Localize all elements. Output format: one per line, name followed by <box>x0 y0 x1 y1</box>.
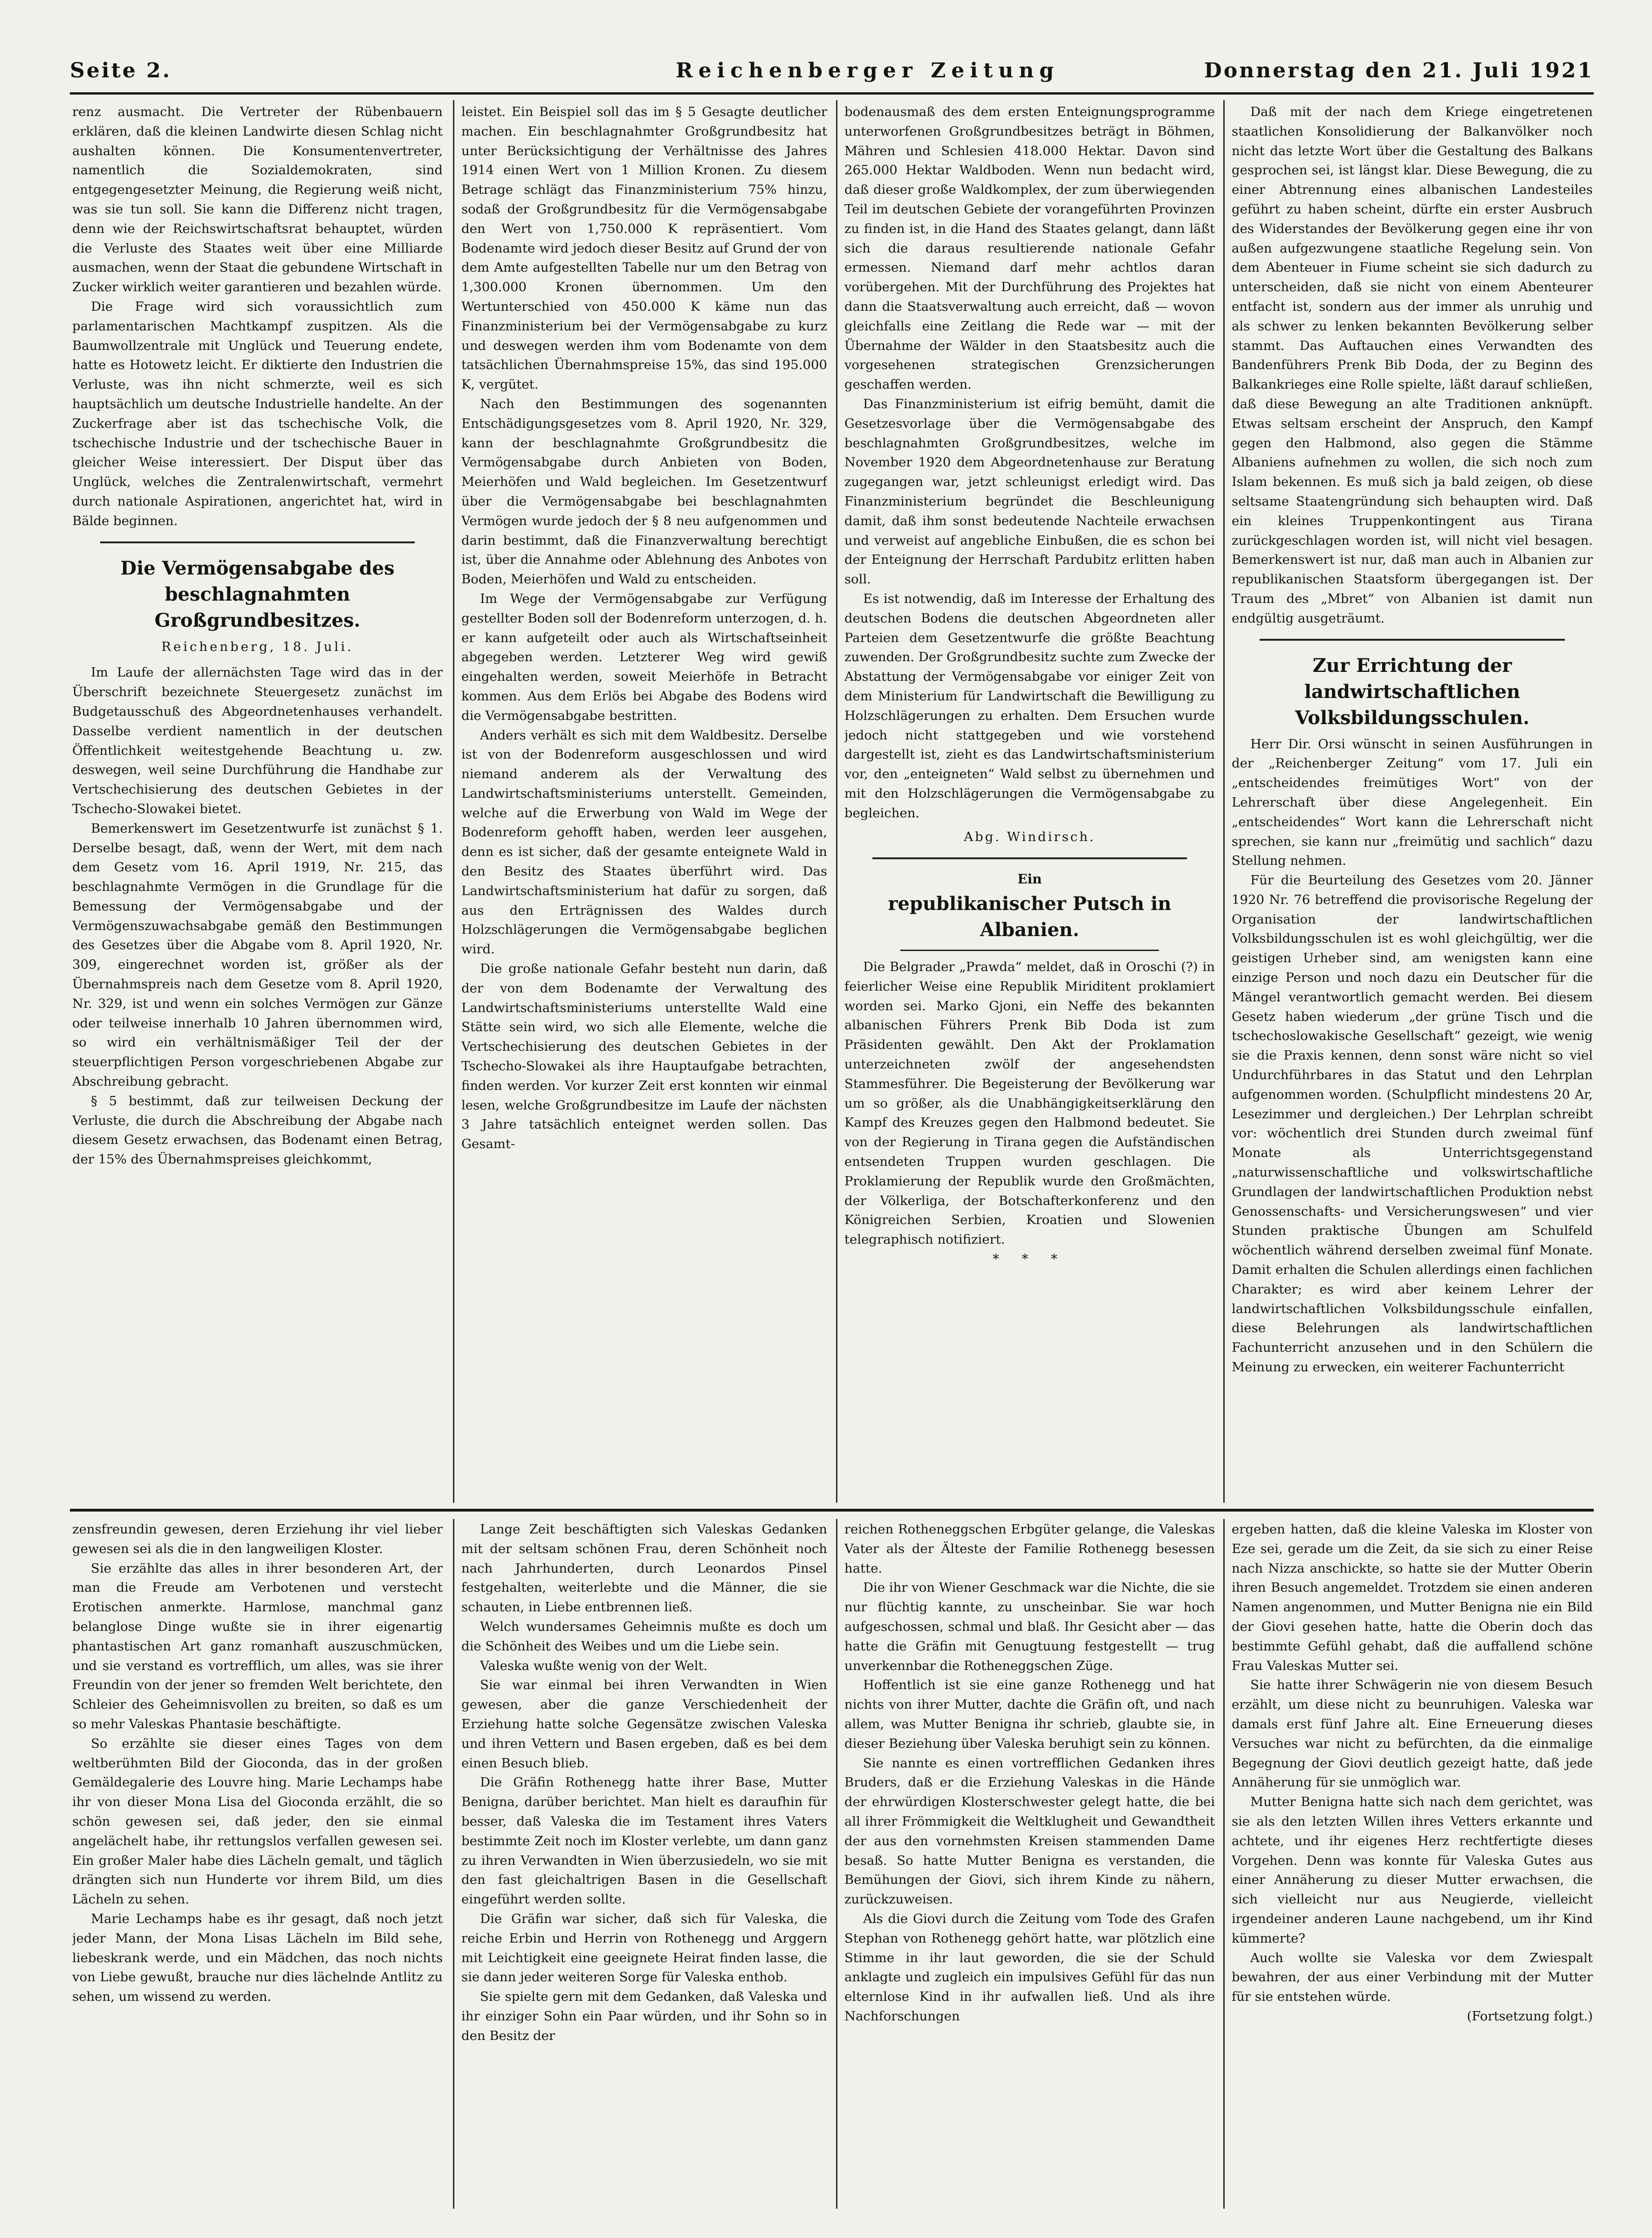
article-kicker: Ein <box>1017 871 1042 887</box>
story-paragraph: So erzählte sie dieser eines Tages von dem weltberühmten Bild der Gioconda, das in der großen Gemäldegalerie des Louvre hing. Marie Lechamps habe ihr von dieser Mona Lisa del Gioconda erzählt, die so schön gewesen sei, daß jeder, den sie einmal angelächelt habe, ihr rettungslos verfallen gewesen sei. Ein großer Maler habe dies Lächeln gemalt, und täglich drängten sich nun Hunderte vor ihrem Bild, um dies Lächeln zu sehen. <box>72 1736 443 1907</box>
article-paragraph: leistet. Ein Beispiel soll das im § 5 Gesagte deutlicher machen. Ein beschlagnahmter Großgrundbesitz hat unter Berücksichtigung der Verhältnisse des Jahres 1914 einen Wert von 1 Million Kronen. Zu diesem Betrage schlägt das Finanzministerium 75% hinzu, sodaß der Großgrundbesitz für die Vermögensabgabe den Wert von 1,750.000 K repräsentiert. Vom Bodenamte wird jedoch dieser Besitz auf Grund der von dem Amte aufgestellten Tabelle nur um den Betrag von 1,300.000 Kronen übernommen. Um den Wertunterschied von 450.000 K käme nun das Finanzministerium bei der Vermögensabgabe zu kurz und deswegen werden ihm vom Bodenamte von dem tatsächlichen Übernahmspreise 15%, das sind 195.000 K, vergütet. <box>461 104 827 392</box>
article-paragraph: Die Frage wird sich voraussichtlich zum parlamentarischen Machtkampf zuspitzen. Als die Baumwollzentrale mit Unglück und Teuerung endete, hatte es Hotowetz leicht. Er diktierte den Industrien die Verluste, was ihn nicht schmerzte, weil es sich hauptsächlich um deutsche Industrielle handelte. An der Zuckerfrage aber ist das tschechische Volk, die tschechische Industrie und der tschechische Bauer in gleicher Weise interessiert. Der Disput über das Unglück, welches die Zentralenwirtschaft, vermehrt durch nationale Aspirationen, angerichtet hat, wird in Bälde beginnen. <box>72 299 443 528</box>
story-paragraph: Hoffentlich ist sie eine ganze Rothenegg und hat nichts von ihrer Mutter, dachte die Gräfin oft, und nach allem, was Mutter Benigna ihr schrieb, glaubte sie, in dieser Beziehung über Valeska beruhigt sein zu können. <box>844 1677 1215 1751</box>
article-paragraph: Nach den Bestimmungen des sogenannten Entschädigungsgesetzes vom 8. April 1920, Nr. 329, kann der beschlagnahmte Großgrundbesitz die Vermögensabgabe durch Anbieten von Boden, Meierhöfen und Wald begleichen. Im Gesetzentwurf über die Vermögensabgabe bei beschlagnahmten Vermögen wurde jedoch der § 8 neu aufgenommen und darin bestimmt, daß die Finanzverwaltung berechtigt ist, über die Annahme oder Ablehnung des Anbotes von Boden, Meierhöfen und Wald zu entscheiden. <box>461 396 827 587</box>
story-paragraph: Sie erzählte das alles in ihrer besonderen Art, der man die Freude am Verbotenen und verstecht Erotischen anmerkte. Harmlose, manchmal ganz belanglose Dinge wußte sie in ihrer eigenartig phantastischen Art ganz romanhaft auszuschmücken, und sie verstand es vortrefflich, um alles, was sie ihrer Freundin von der jener so fremden Welt berichtete, den Schleier des Geheimnisvollen zu breiten, so daß es um so mehr Valeskas Phantasie beschäftigte. <box>72 1560 443 1732</box>
story-paragraph: Valeska wußte wenig von der Welt. <box>480 1658 708 1673</box>
story-paragraph: Auch wollte sie Valeska vor dem Zwiespalt bewahren, der aus einer Verbindung mit der Mutter für sie entstehen würde. <box>1232 1950 1593 2005</box>
article-rule <box>1260 639 1565 641</box>
column-divider <box>1223 100 1225 1503</box>
lower-column-4 <box>1232 1520 1593 2205</box>
lower-column-2 <box>461 1520 827 2205</box>
article-paragraph: § 5 bestimmt, daß zur teilweisen Deckung der Verluste, die durch die Abschreibung der Abgabe nach diesem Gesetz erwachsen, das Bodenamt einen Betrag, der 15% des Übernahmspreises gleichkommt, <box>72 1093 443 1167</box>
article-paragraph: Für die Beurteilung des Gesetzes vom 20. Jänner 1920 Nr. 76 betreffend die provisorische Regelung der Organisation der landwirtschaftlichen Volksbildungsschulen ist es wohl gleichgültig, wer die geistigen Urheber sind, am wenigsten kann eine einzige Person und noch dazu ein Deutscher für die Mängel verantwortlich gemacht werden. Bei diesem Gesetz haben wiederum „der grüne Tisch und die tschechoslowakische Gesellschaft“ gezeigt, wie wenig sie die Praxis kennen, denn sonst wäre nicht so viel Undurchführbares in das Statut und den Lehrplan aufgenommen worden. (Schulpflicht mindestens 20 Ar, Lesezimmer und dergleichen.) Der Lehrplan schreibt vor: wöchentlich drei Stunden durch zweimal fünf Monate als Unterrichtsgegenstand „naturwissenschaftliche und volkswirtschaftliche Grundlagen der landwirtschaftlichen Produktion nebst Genossenschafts- und Versicherungswesen“ und vier Stunden praktische Übungen am Schulfeld wöchentlich während derselben zweimal fünf Monate. Damit erhalten die Schulen allerdings einen fachlichen Charakter; es wird aber keinem Lehrer der landwirtschaftlichen Volksbildungsschule einfallen, diese Belehrungen als landwirtschaftlichen Fachunterricht anzusehen und in den Schülern die Meinung zu erwecken, ein weiterer Fachunterricht <box>1232 873 1593 1375</box>
column-divider <box>836 100 837 1503</box>
article-dateline: Reichenberg, 18. Juli. <box>161 639 354 654</box>
article-rule <box>100 541 415 543</box>
lower-column-1 <box>72 1520 443 2205</box>
story-paragraph: zensfreundin gewesen, deren Erziehung ihr viel lieber gewesen sei als die in den langweiligen Kloster. <box>72 1522 443 1556</box>
article-paragraph: Herr Dir. Orsi wünscht in seinen Ausführungen in der „Reichenberger Zeitung“ vom 17. Juli ein „entscheidendes freimütiges Wort“ von der Lehrerschaft über diese Angelegenheit. Ein „entscheidendes“ Wort kann die Lehrerschaft nicht sprechen, sie kann nur „freimütig und sachlich“ dazu Stellung nehmen. <box>1232 736 1593 869</box>
story-paragraph: Lange Zeit beschäftigten sich Valeskas Gedanken mit der seltsam schönen Frau, deren Schönheit noch nach Jahrhunderten, durch Leonardos Pinsel festgehalten, weiterlebte und die Männer, die sie schauten, in Liebe entbrennen ließ. <box>461 1522 827 1615</box>
column-divider <box>453 1519 454 2209</box>
article-paragraph: Im Laufe der allernächsten Tage wird das in der Überschrift bezeichnete Steuergesetz zunächst im Budgetausschuß des Abgeordnetenhauses verhandelt. Dasselbe verdient namentlich in der deutschen Öffentlichkeit weitestgehende Beachtung u. zw. deswegen, weil seine Durchführung die Handhabe zur Vertschechisierung des deutschen Gebietes in der Tschecho-Slowakei bietet. <box>72 665 443 816</box>
article-headline: Die Vermögensabgabe des beschlagnahmten Großgrundbesitzes. <box>120 557 395 631</box>
lower-column-3 <box>844 1520 1215 2205</box>
column-divider <box>1223 1519 1225 2209</box>
headline-rule <box>900 950 1159 951</box>
upper-column-2 <box>461 103 827 1503</box>
page-number: Seite 2. <box>70 59 172 82</box>
continuation-note: (Fortsetzung folgt.) <box>1467 2008 1593 2024</box>
story-paragraph: reichen Rotheneggschen Erbgüter gelange, die Valeskas Vater als der Älteste der Familie Rothenegg besessen hatte. <box>844 1522 1215 1576</box>
upper-column-3 <box>844 103 1215 1503</box>
feuilleton-rule <box>70 1509 1594 1512</box>
story-paragraph: Sie spielte gern mit dem Gedanken, daß Valeska und ihr einziger Sohn ein Paar würden, und ihr Sohn so in den Besitz der <box>461 1989 827 2043</box>
story-paragraph: Sie nannte es einen vortrefflichen Gedanken ihres Bruders, daß er die Erziehung Valeskas in die Hände der ehrwürdigen Klosterschwester gelegt hatte, die bei all ihrer Frömmigkeit die Weltklugheit und Gewandtheit der aus den vornehmsten Kreisen stammenden Dame besaß. So hatte Mutter Benigna es verstanden, die Bemühungen der Giovi, sich ihrem Kinde zu nähern, zurückzuweisen. <box>844 1755 1215 1907</box>
masthead <box>70 55 1594 88</box>
article-paragraph: bodenausmaß des dem ersten Enteignungsprogramme unterworfenen Großgrundbesitzes beträgt in Böhmen, Mähren und Schlesien 418.000 Hektar. Davon sind 265.000 Hektar Waldboden. Wenn nun bedacht wird, daß dieser große Waldkomplex, der zum überwiegenden Teil im deutschen Gebiete der vorangeführten Provinzen zu finden ist, in die Hand des Staates gelangt, dann läßt sich die daraus resultierende nationale Gefahr ermessen. Niemand darf mehr achtlos daran vorübergehen. Mit der Durchführung des Projektes hat dann die Staatsverwaltung auch erreicht, daß — wovon gleichfalls eine Zeitlang die Rede war — mit der Übernahme der Wälder in den Staatsbesitz auch die vorgesehenen strategischen Grenzsicherungen geschaffen werden. <box>844 104 1215 392</box>
story-paragraph: Marie Lechamps habe es ihr gesagt, daß noch jetzt jeder Mann, der Mona Lisas Lächeln im Bild sehe, liebeskrank werde, und ein Mädchen, das noch nichts von Liebe gewußt, brauche nur dies lächelnde Antlitz zu sehen, um wissend zu werden. <box>72 1911 443 2005</box>
story-paragraph: Die Gräfin Rothenegg hatte ihrer Base, Mutter Benigna, darüber berichtet. Man hielt es daraufhin für besser, daß Valeska die im Testament ihres Vaters bestimmte Zeit noch im Kloster verlebte, um dann ganz zu ihren Verwandten in Wien überzusiedeln, wo sie mit den fast gleichaltrigen Basen in die Gesellschaft eingeführt werden sollte. <box>461 1775 827 1907</box>
column-divider <box>453 100 454 1503</box>
article-paragraph: Anders verhält es sich mit dem Waldbesitz. Derselbe ist von der Bodenreform ausgeschlossen und wird niemand anderem als der Verwaltung des Landwirtschaftsministeriums unterstellt. Gemeinden, welche auf die Erwerbung von Wald im Wege der Bodenreform gehofft haben, werden leer ausgehen, denn es ist sicher, daß der gesamte enteignete Wald in den Besitz des Staates überführt wird. Das Landwirtschaftsministerium hat dafür zu sorgen, daß aus den Erträgnissen des Waldes durch Holzschlägerungen die Vermögensabgabe beglichen wird. <box>461 727 827 957</box>
article-paragraph: Im Wege der Vermögensabgabe zur Verfügung gestellter Boden soll der Bodenreform unterzogen, d. h. er kann aufgeteilt oder auch als Wirtschaftseinheit abgegeben werden. Letzterer Weg wird gewiß eingehalten werden, soweit Meierhöfe in Betracht kommen. Aus dem Erlös bei Abgabe des Bodens wird die Vermögensabgabe bestritten. <box>461 591 827 723</box>
article-paragraph: Bemerkenswert im Gesetzentwurfe ist zunächst § 1. Derselbe besagt, daß, wenn der Wert, mit dem nach dem Gesetz vom 16. April 1919, Nr. 215, das beschlagnahmte Vermögen in die Grundlage für die Bemessung der Vermögensabgabe und der Vermögenszuwachsabgabe gemäß den Bestimmungen des Gesetzes über die Abgabe vom 8. April 1920, Nr. 309, eingerechnet worden ist, größer als der Übernahmspreis nach dem Gesetze vom 8. April 1920, Nr. 329, ist und wenn ein solches Vermögen zur Gänze oder teilweise innerhalb 10 Jahren übernommen wird, so wird ein verhältnismäßiger Teil der der steuerpflichtigen Person vorgeschriebenen Abgabe zur Abschreibung gebracht. <box>72 821 443 1089</box>
issue-date: Donnerstag den 21. Juli 1921 <box>1204 59 1594 82</box>
column-divider <box>836 1519 837 2209</box>
section-stars: * * * <box>993 1252 1067 1267</box>
story-paragraph: Die Gräfin war sicher, daß sich für Valeska, die reiche Erbin und Herrin von Rothenegg und Arggern mit Leichtigkeit eine geeignete Heirat finden lasse, die sie dann jeder weiteren Sorge für Valeska enthob. <box>461 1911 827 1985</box>
upper-column-1 <box>72 103 443 1503</box>
upper-column-4 <box>1232 103 1593 1503</box>
article-paragraph: renz ausmacht. Die Vertreter der Rübenbauern erklären, daß die kleinen Landwirte diesen Schlag nicht aushalten können. Die Konsumentenvertreter, namentlich die Sozialdemokraten, sind entgegengesetzter Meinung, die Regierung weiß nicht, was sie tun soll. Sie kann die Differenz nicht tragen, denn wie der Reichswirtschaftsrat behauptet, würden die Verluste des Staates weit über eine Milliarde ausmachen, wenn der Staat die gebundene Wirtschaft in Zucker wirklich weiter garantieren und bezahlen würde. <box>72 104 443 295</box>
story-paragraph: Als die Giovi durch die Zeitung vom Tode des Grafen Stephan von Rothenegg gehört hatte, war plötzlich eine Stimme in ihr laut geworden, die sie der Schuld anklagte und zugleich ein impulsives Gefühl für das nun elternlose Kind in ihr aufwallen ließ. Und als ihre Nachforschungen <box>844 1911 1215 2024</box>
story-paragraph: ergeben hatten, daß die kleine Valeska im Kloster von Eze sei, gerade um die Zeit, da sie sich zu einer Reise nach Nizza anschickte, so hatte sie der Mutter Oberin ihren Besuch angemeldet. Trotzdem sie einen anderen Namen angenommen, und Mutter Benigna nie ein Bild der Giovi gesehen hatte, hatte die Oberin doch das bestimmte Gefühl gehabt, daß die auffallend schöne Frau Valeskas Mutter sei. <box>1232 1522 1593 1673</box>
article-signature: Abg. Windirsch. <box>964 829 1096 845</box>
article-paragraph: Die Belgrader „Prawda“ meldet, daß in Oroschi (?) in feierlicher Weise eine Republik Miriditent proklamiert worden sei. Marko Gjoni, ein Neffe des bekannten albanischen Führers Prenk Bib Doda ist zum Präsidenten gewählt. Den Akt der Proklamation unterzeichneten zwölf der angesehendsten Stammesführer. Die Begeisterung der Bevölkerung war um so größer, als die Unabhängigkeitserklärung den Kampf des Kreuzes gegen den Halbmond bedeutet. Sie von der Regierung in Tirana gegen die Aufständischen entsendeten Truppen wurden geschlagen. Die Proklamierung der Republik wurde den Großmächten, der Völkerliga, der Botschafterkonferenz und den Königreichen Serbien, Kroatien und Slowenien telegraphisch notifiziert. <box>844 959 1215 1247</box>
story-paragraph: Mutter Benigna hatte sich nach dem gerichtet, was sie als den letzten Willen ihres Vetters erkannte und achtete, und ihr eigenes Herz rechtfertigte dieses Vorgehen. Denn was konnte für Valeska Gutes aus einer Annäherung zu dieser Mutter erwachsen, die sich vielleicht nur aus Neugierde, vielleicht irgendeiner anderen Laune nachgebend, um ihr Kind kümmerte? <box>1232 1794 1593 1946</box>
article-paragraph: Daß mit der nach dem Kriege eingetretenen staatlichen Konsolidierung der Balkanvölker noch nicht das letzte Wort über die Gestaltung des Balkans gesprochen sei, ist längst klar. Diese Bewegung, die zu einer Abtrennung eines albanischen Landesteiles geführt zu haben scheint, dürfte ein erster Ausbruch des Widerstandes der Bevölkerung gegen eine ihr von außen aufgezwungene staatliche Regelung sein. Von dem Abenteuer in Fiume scheint sie sich dadurch zu unterscheiden, daß sie nicht von einem Abenteurer entfacht ist, sondern aus der immer als unruhig und als schwer zu lenken bekannten Bevölkerung selber stammt. Das Auftauchen eines Verwandten des Bandenführers Prenk Bib Doda, der zu Beginn des Balkankrieges eine Rolle spielte, läßt darauf schließen, daß diese Bewegung an alte Traditionen anknüpft. Etwas seltsam erscheint der Anspruch, den Kampf gegen den Halbmond, also gegen die Stämme Albaniens aufnehmen zu wollen, die sich noch zum Islam bekennen. Es muß sich ja bald zeigen, ob diese seltsame Staatengründung sich behaupten wird. Daß ein kleines Truppenkontingent aus Tirana zurückgeschlagen worden ist, will nicht viel besagen. Bemerkenswert ist nur, daß man auch in Albanien zur republikanischen Staatsform übergegangen ist. Der Traum des „Mbret“ von Albanien ist damit nun endgültig ausgeträumt. <box>1232 104 1593 626</box>
newspaper-title: Reichenberger Zeitung <box>676 59 1060 82</box>
story-paragraph: Sie hatte ihrer Schwägerin nie von diesem Besuch erzählt, um diese nicht zu beunruhigen. Valeska war damals erst fünf Jahre alt. Eine Erneuerung dieses Versuches war nicht zu befürchten, da die einmalige Begegnung der Giovi deutlich gezeigt hatte, daß jede Annäherung für sie unmöglich war. <box>1232 1677 1593 1790</box>
story-paragraph: Sie war einmal bei ihren Verwandten in Wien gewesen, aber die ganze Verschiedenheit der Erziehung hatte solche Gegensätze zwischen Valeska und ihren Vettern und Basen ergeben, daß es bei dem einen Besuch blieb. <box>461 1677 827 1771</box>
header-rule <box>70 92 1594 95</box>
article-paragraph: Das Finanzministerium ist eifrig bemüht, damit die Gesetzesvorlage über die Vermögensabgabe des beschlagnahmten Großgrundbesitzes, welche im November 1920 dem Abgeordnetenhause zur Beratung zugegangen war, jetzt schleunigst erledigt wird. Das Finanzministerium begründet die Beschleunigung damit, daß ihm sonst bedeutende Nachteile erwachsen und verweist auf angebliche Einbußen, die es schon bei der Enteignung der Herrschaft Pardubitz erlitten haben soll. <box>844 396 1215 587</box>
article-headline: republikanischer Putsch in Albanien. <box>888 893 1172 941</box>
article-headline: Zur Errichtung der landwirtschaftlichen Volksbildungsschulen. <box>1295 654 1530 729</box>
article-paragraph: Die große nationale Gefahr besteht nun darin, daß der von dem Bodenamte der Verwaltung des Landwirtschaftsministeriums unterstellte Wald eine Stätte sein wird, wo sich alle Elemente, welche die Vertschechisierung des deutschen Gebietes in der Tschecho-Slowakei als ihre Hauptaufgabe betrachten, finden werden. Vor kurzer Zeit erst konnten wir einmal lesen, welche Großgrundbesitze im Laufe der nächsten 3 Jahre tatsächlich enteignet werden sollen. Das Gesamt- <box>461 961 827 1152</box>
story-paragraph: Die ihr von Wiener Geschmack war die Nichte, die sie nur flüchtig kannte, zu unscheinbar. Sie war hoch aufgeschossen, schmal und blaß. Ihr Gesicht aber — das hatte die Gräfin mit Genugtuung festgestellt — trug unverkennbar die Rotheneggschen Züge. <box>844 1580 1215 1673</box>
article-rule <box>872 857 1187 859</box>
article-paragraph: Es ist notwendig, daß im Interesse der Erhaltung des deutschen Bodens die deutschen Abgeordneten aller Parteien dem Gesetzentwurfe die größte Beachtung zuwenden. Der Großgrundbesitz suchte zum Zwecke der Abstattung der Vermögensabgabe vor einiger Zeit von dem Ministerium für Landwirtschaft die Bewilligung zu Holzschlägerungen zu erhalten. Dem Ersuchen wurde jedoch nicht stattgegeben und wie vorstehend dargestellt ist, zieht es das Landwirtschaftsministerium vor, den „enteigneten“ Wald selbst zu übernehmen und mit den Holzschlägerungen die Vermögensabgabe zu begleichen. <box>844 591 1215 821</box>
story-paragraph: Welch wundersames Geheimnis mußte es doch um die Schönheit des Weibes und um die Liebe sein. <box>461 1619 827 1654</box>
